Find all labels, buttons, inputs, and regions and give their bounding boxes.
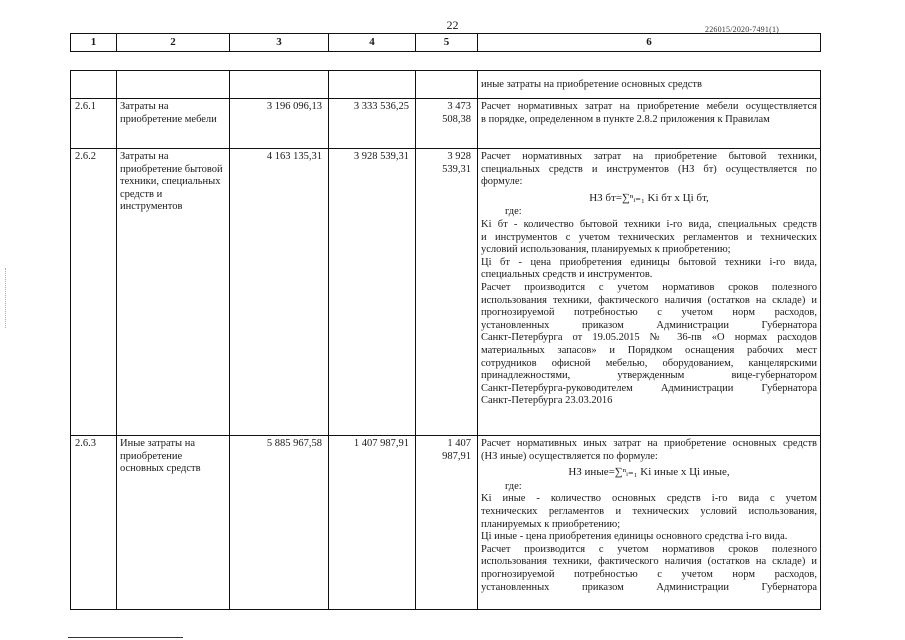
table-row bbox=[71, 71, 821, 99]
formula: НЗ бт=∑ⁿᵢ₌₁ Ki бт x Цi бт, bbox=[589, 191, 709, 204]
description-line: Санкт-Петербурга от 19.05.2015 № 36-пв «О нормах расходов bbox=[481, 332, 817, 344]
description-line: Расчет нормативных затрат на приобретение мебели осуществляется bbox=[481, 101, 817, 112]
row-value-2 bbox=[329, 71, 416, 99]
description-line: Цi бт - цена приобретения единицы бытовой техники i-го вида, bbox=[481, 256, 817, 268]
row-code bbox=[71, 71, 117, 99]
description-line: где: bbox=[505, 206, 522, 218]
description-line: и инструментов с учетом технических регламентов и технических bbox=[481, 231, 817, 243]
table-row bbox=[71, 436, 821, 610]
description-line: Ki бт - количество бытовой техники i-го вида, специальных средств bbox=[481, 218, 817, 230]
page-number: 22 bbox=[446, 18, 459, 32]
description-line: формуле: bbox=[481, 176, 523, 188]
description-line: Расчет нормативных иных затрат на приобретение основных средств bbox=[481, 438, 817, 449]
document-id: 226015/2020-7491(1) bbox=[705, 25, 780, 34]
formula: НЗ иные=∑ⁿᵢ₌₁ Ki иные x Цi иные, bbox=[568, 466, 730, 479]
row-value-2: 3 928 539,31 bbox=[329, 149, 416, 436]
row-value-1: 3 196 096,13 bbox=[230, 99, 329, 149]
description-line: где: bbox=[505, 480, 522, 492]
description-line: в порядке, определенном в пункте 2.8.2 приложения к Правилам bbox=[481, 113, 770, 125]
description-line: принадлежностями, утвержденным вице-губернатором bbox=[481, 370, 817, 382]
row-description bbox=[478, 71, 821, 99]
description-line: Санкт-Петербурга 23.03.2016 bbox=[481, 395, 613, 407]
description-line: Санкт-Петербурга-руководителем Администрации Губернатора bbox=[481, 382, 817, 394]
row-description bbox=[478, 436, 821, 610]
description-line: Цi иные - цена приобретения единицы основного средства i-го вида. bbox=[481, 531, 788, 543]
table-row bbox=[71, 99, 821, 149]
expense-table bbox=[70, 70, 821, 610]
column-number-3: 3 bbox=[230, 34, 329, 52]
description-line: использования техники, фактического наличия (остатков на складе) и bbox=[481, 556, 817, 568]
row-name: Иные затраты на приобретение основных средств bbox=[117, 436, 230, 610]
row-code: 2.6.3 bbox=[71, 436, 117, 610]
description-line: установленных приказом Администрации Губернатора bbox=[481, 581, 817, 593]
description-line: Расчет производится с учетом нормативов сроков полезного bbox=[481, 281, 817, 293]
row-value-1: 4 163 135,31 bbox=[230, 149, 329, 436]
description-line: условий использования, планируемых к приобретению; bbox=[481, 244, 731, 256]
row-value-2: 1 407 987,91 bbox=[329, 436, 416, 610]
column-number-4: 4 bbox=[329, 34, 416, 52]
description-line: прогнозируемой потребностью с учетом норм расходов, bbox=[481, 568, 817, 580]
description-line: специальных средств и инструментов (НЗ бт) осуществляется по bbox=[481, 163, 817, 175]
description-line: установленных приказом Администрации Губернатора bbox=[481, 319, 817, 331]
column-number-2: 2 bbox=[117, 34, 230, 52]
row-value-3: 3 473 508,38 bbox=[416, 99, 478, 149]
description-line: планируемых к приобретению; bbox=[481, 518, 621, 530]
description-line: технических регламентов и технических условий использования, bbox=[481, 505, 817, 517]
row-description bbox=[478, 99, 821, 149]
row-description bbox=[478, 149, 821, 436]
description-line: Расчет производится с учетом нормативов сроков полезного bbox=[481, 543, 817, 555]
column-number-header bbox=[70, 33, 821, 52]
column-number-6: 6 bbox=[478, 34, 821, 52]
description-line: материальных запасов» и Порядком оснащения рабочих мест bbox=[481, 344, 817, 356]
row-name bbox=[117, 71, 230, 99]
description-line: использования техники, фактического наличия (остатков на складе) и bbox=[481, 294, 817, 306]
description-line: (НЗ иные) осуществляется по формуле: bbox=[481, 450, 658, 462]
row-value-1: 5 885 967,58 bbox=[230, 436, 329, 610]
row-value-3 bbox=[416, 71, 478, 99]
row-value-3: 1 407 987,91 bbox=[416, 436, 478, 610]
description-line: иные затраты на приобретение основных средств bbox=[481, 79, 702, 90]
row-value-1 bbox=[230, 71, 329, 99]
description-line: прогнозируемой потребностью с учетом норм расходов, bbox=[481, 307, 817, 319]
footer-rule bbox=[68, 637, 183, 638]
row-code: 2.6.1 bbox=[71, 99, 117, 149]
scan-margin-mark bbox=[5, 268, 7, 328]
row-value-3: 3 928 539,31 bbox=[416, 149, 478, 436]
description-line: Ki иные - количество основных средств i-го вида с учетом bbox=[481, 493, 817, 505]
description-line: Расчет нормативных затрат на приобретение бытовой техники, bbox=[481, 151, 817, 162]
description-line: сотрудников офисной мебелью, оборудованием, канцелярскими bbox=[481, 357, 817, 369]
column-number-1: 1 bbox=[71, 34, 117, 52]
row-name: Затраты на приобретение бытовой техники, специальных средств и инструментов bbox=[117, 149, 230, 436]
table-row bbox=[71, 149, 821, 436]
row-value-2: 3 333 536,25 bbox=[329, 99, 416, 149]
column-number-5: 5 bbox=[416, 34, 478, 52]
row-name: Затраты на приобретение мебели bbox=[117, 99, 230, 149]
row-code: 2.6.2 bbox=[71, 149, 117, 436]
description-line: специальных средств и инструментов. bbox=[481, 269, 653, 281]
